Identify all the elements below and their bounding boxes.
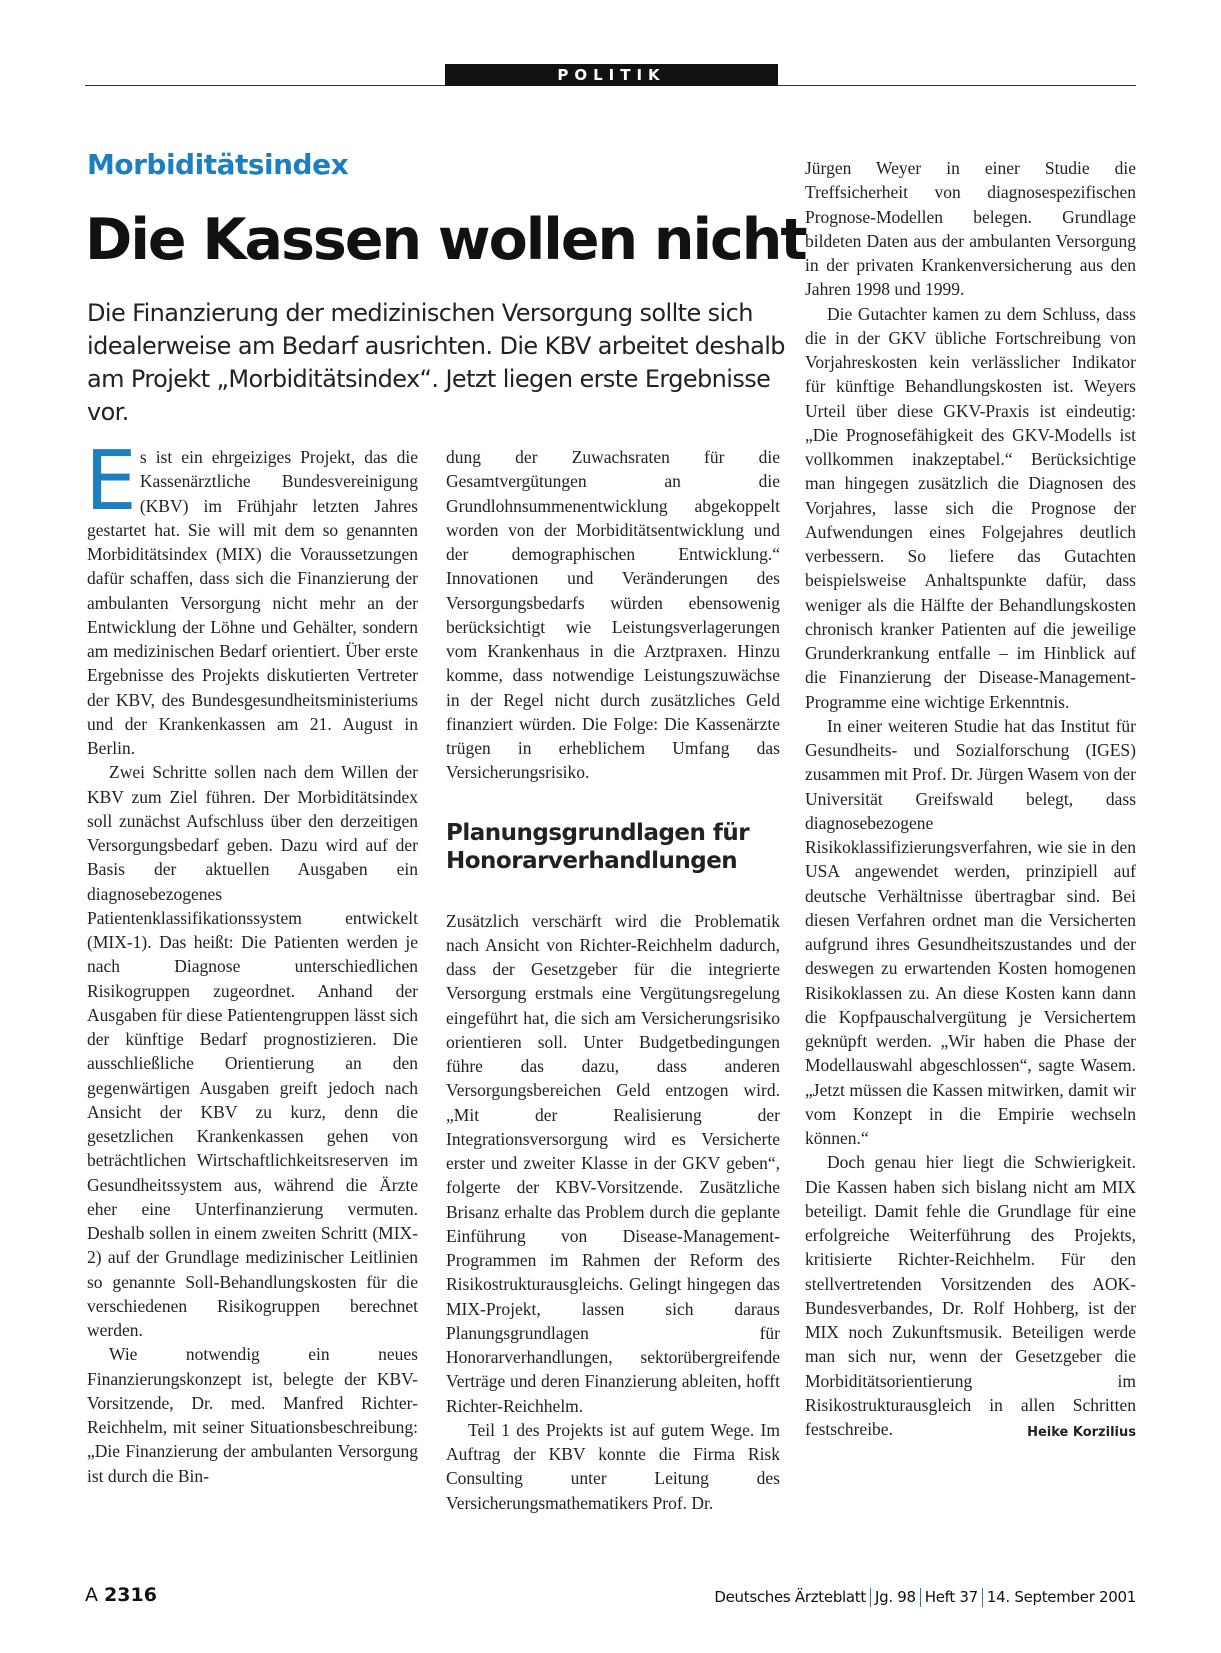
journal-name: Deutsches Ärzteblatt xyxy=(714,1588,866,1606)
paragraph: Wie notwendig ein neues Finanzierungskonzept ist, belegte der KBV-Vorsitzende, Dr. med. Manfred Richter-Reichhelm, mit seiner Situationsbeschreibung: „Die Finanzierung der ambulanten Versorgung ist durch die Bin- xyxy=(87,1344,418,1486)
journal-citation xyxy=(714,1588,1136,1607)
page-number: A 2316 xyxy=(85,1584,157,1606)
subheading: Planungsgrundlagen für Honorarverhandlungen xyxy=(446,819,750,874)
article-headline: Die Kassen wollen nicht xyxy=(85,207,806,273)
column-2 xyxy=(446,445,780,1515)
article-lead: Die Finanzierung der medizinischen Versorgung sollte sich idealerweise am Bedarf ausrichten. Die KBV arbeitet deshalb am Projekt „Morbiditätsindex“. Jetzt liegen erste Ergebnisse vor. xyxy=(87,299,785,426)
paragraph: Es ist ein ehrgeiziges Projekt, das die Kassenärztliche Bundesvereinigung (KBV) im Frühjahr letzten Jahres gestartet hat. Sie will mit dem so genannten Morbiditätsindex (MIX) die Voraussetzungen dafür schaffen, dass sich die Finanzierung der ambulanten Versorgung nicht mehr an der Entwicklung der Löhne und Gehälter, sondern am medizinischen Bedarf orientiert. Über erste Ergebnisse des Projekts diskutierten Vertreter der KBV, des Bundesgesundheitsministeriums und der Krankenkassen am 21. August in Berlin. xyxy=(85,434,418,758)
separator xyxy=(920,1588,921,1607)
paragraph: In einer weiteren Studie hat das Institut für Gesundheits- und Sozialforschung (IGES) zusammen mit Prof. Dr. Jürgen Wasem von der Universität Greifswald belegt, dass diagnosebezogene Risikoklassifizierungsverfahren, wie sie in den USA angewendet werden, prinzipiell auf deutsche Verhältnisse übertragbar sind. Bei diesen Verfahren ordnet man die Versicherten aufgrund ihres Gesundheitszustandes und der deswegen zu erwartenden Kosten homogenen Risikoklassen zu. An diese Kosten kann dann die Kopfpauschalvergütung je Versichertem geknüpft werden. „Wir haben die Phase der Modellauswahl abgeschlossen“, sagte Wasem. „Jetzt müssen die Kassen mitwirken, damit wir vom Konzept in die Empirie wechseln können.“ xyxy=(805,715,1136,1148)
paragraph: Zwei Schritte sollen nach dem Willen der KBV zum Ziel führen. Der Morbiditätsindex soll zunächst Aufschluss über den derzeitigen Versorgungsbedarf geben. Dazu wird auf der Basis der aktuellen Ausgaben ein diagnosebezogenes Patientenklassifikationssystem entwickelt (MIX-1). Das heißt: Die Patienten werden je nach Diagnose unterschiedlichen Risikogruppen zugeordnet. Anhand der Ausgaben für diese Patientengruppen lässt sich der künftige Bedarf prognostizieren. Die ausschließliche Orientierung an den gegenwärtigen Ausgaben greift jedoch nach Ansicht der KBV zu kurz, denn die gesetzlichen Krankenkassen gehen von beträchtlichen Wirtschaftlichkeitsreserven im Gesundheitssystem aus, während die Ärzte eher eine Unterfinanzierung vermuten. Deshalb sollen in einem zweiten Schritt (MIX-2) auf der Grundlage medizinischer Leitlinien so genannte Soll-Behandlungskosten für die verschiedenen Risikogruppen berechnet werden. xyxy=(87,762,418,1340)
article-kicker: Morbiditätsindex xyxy=(87,148,349,181)
paragraph: Jürgen Weyer in einer Studie die Treffsicherheit von diagnosespezifischen Prognose-Modellen belegen. Grundlage bildeten Daten aus der ambulanten Versorgung in der privaten Krankenversicherung aus den Jahren 1998 und 1999. xyxy=(805,158,1136,300)
issue: Heft 37 xyxy=(924,1588,978,1606)
issue-date: 14. September 2001 xyxy=(986,1588,1136,1606)
separator xyxy=(870,1588,871,1607)
paragraph: dung der Zuwachsraten für die Gesamtvergütungen an die Grundlohnsummenentwicklung abgekoppelt worden von der Morbiditätsentwicklung und der demographischen Entwicklung.“ Innovationen und Veränderungen des Versorgungsbedarfs würden ebensowenig berücksichtigt wie Leistungsverlagerungen vom Krankenhaus in die Arztpraxen. Hinzu komme, dass notwendige Leistungszuwächse in der Regel nicht durch zusätzliches Geld finanziert würden. Die Folge: Die Kassenärzte trügen in erheblichem Umfang das Versicherungsrisiko. xyxy=(446,447,780,783)
volume: Jg. 98 xyxy=(874,1588,916,1606)
column-1 xyxy=(85,434,418,1488)
paragraph: Doch genau hier liegt die Schwierigkeit. Die Kassen haben sich bislang nicht am MIX beteiligt. Damit fehle die Grundlage für eine erfolgreiche Weiterführung des Projekts, kritisierte Richter-Reichhelm. Für den stellvertretenden Vorsitzenden des AOK-Bundesverbandes, Dr. Rolf Hohberg, ist der MIX noch Zukunftsmusik. Beteiligen werde man sich nur, wenn der Gesetzgeber die Morbiditätsorientierung im Risikostrukturausgleich in allen Schritten festschreibe. Heike Korzilius xyxy=(805,1150,1136,1441)
paragraph: Zusätzlich verschärft wird die Problematik nach Ansicht von Richter-Reichhelm dadurch, dass der Gesetzgeber für die integrierte Versorgung erstmals eine Vergütungsregelung eingeführt hat, die sich am Versicherungsrisiko orientieren soll. Unter Budgetbedingungen führe das dazu, dass anderen Versorgungsbereichen Geld entzogen wird. „Mit der Realisierung der Integrationsversorgung wird es Versicherte erster und zweiter Klasse in der GKV geben“, folgerte der KBV-Vorsitzende. Zusätzliche Brisanz erhalte das Problem durch die geplante Einführung von Disease-Management-Programmen im Rahmen der Reform des Risikostrukturausgleichs. Gelingt hingegen das MIX-Projekt, lassen sich daraus Planungsgrundlagen für Honorarverhandlungen, sektorübergreifende Verträge und deren Finanzierung ableiten, hofft Richter-Reichhelm. xyxy=(446,910,780,1416)
paragraph: Teil 1 des Projekts ist auf gutem Wege. Im Auftrag der KBV konnte die Firma Risk Consulting unter Leitung des Versicherungsmathematikers Prof. Dr. xyxy=(446,1419,780,1513)
section-label: POLITIK xyxy=(445,64,778,86)
paragraph: Die Gutachter kamen zu dem Schluss, dass die in der GKV übliche Fortschreibung von Vorjahreskosten kein verlässlicher Indikator für künftige Behandlungskosten ist. Weyers Urteil über diese GKV-Praxis ist eindeutig: „Die Prognosefähigkeit des GKV-Modells ist vollkommen inakzeptabel.“ Berücksichtige man hingegen zusätzlich die Diagnosen des Vorjahres, lasse sich die Prognose der Aufwendungen eines Folgejahres deutlich verbessern. So liefere das Gutachten beispielsweise Anhaltspunkte dafür, dass weniger als die Hälfte der Behandlungskosten chronisch kranker Patienten auf die jeweilige Grunderkrankung entfalle – im Hinblick auf die Finanzierung der Disease-Management-Programme eine wichtige Erkenntnis. xyxy=(805,303,1136,712)
author-byline: Heike Korzilius xyxy=(1027,1425,1136,1440)
column-3 xyxy=(805,156,1136,1445)
drop-cap: E xyxy=(85,434,137,529)
separator xyxy=(982,1588,983,1607)
